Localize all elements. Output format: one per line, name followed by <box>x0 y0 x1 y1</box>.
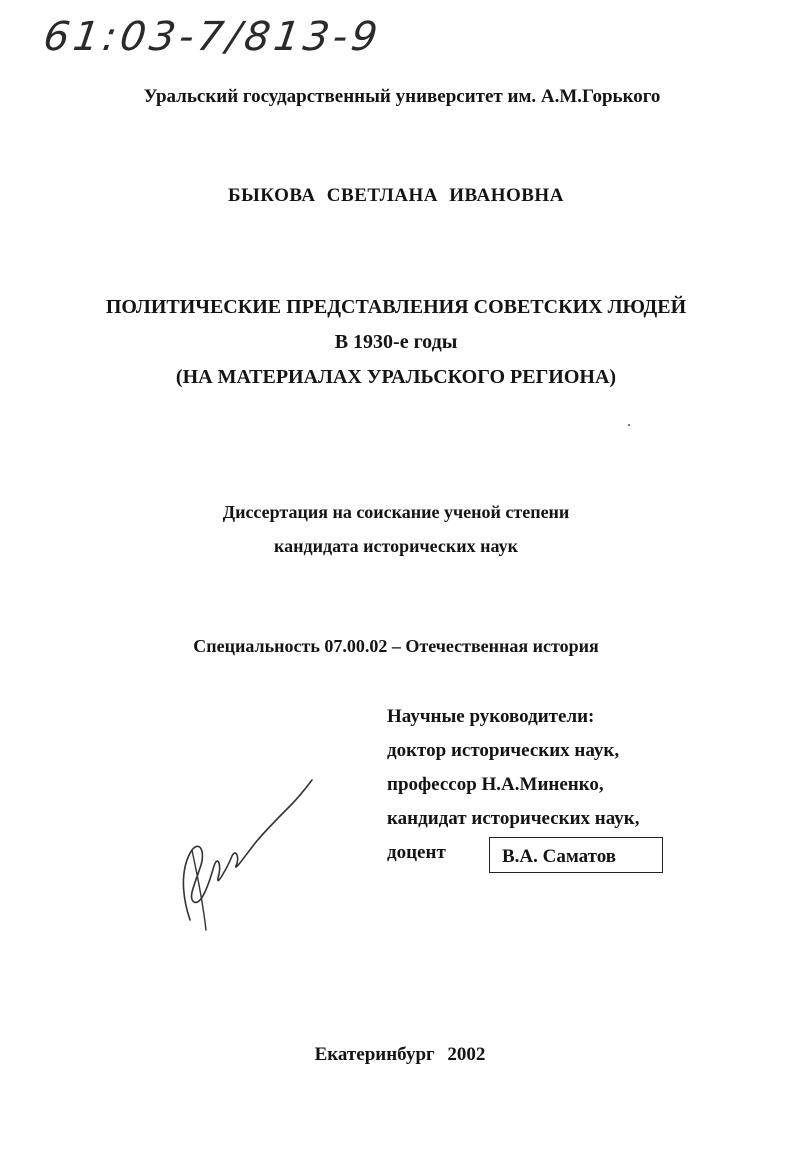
specialty: Специальность 07.00.02 – Отечественная история <box>193 636 599 656</box>
thesis-title-line-1: ПОЛИТИЧЕСКИЕ ПРЕДСТАВЛЕНИЯ СОВЕТСКИХ ЛЮДЕЙ <box>105 296 687 318</box>
supervisors-heading: Научные руководители: <box>387 706 595 727</box>
supervisor-2-name-box: В.А. Саматов <box>489 837 663 873</box>
university-name: Уральский государственный университет им. А.М.Горького <box>143 86 661 107</box>
dissertation-degree-line-1: Диссертация на соискание ученой степени <box>222 502 570 522</box>
supervisor-1-name: профессор Н.А.Миненко, <box>387 774 604 795</box>
supervisor-1-degree: доктор исторических наук, <box>387 740 620 761</box>
thesis-title-line-2: В 1930-е годы <box>334 331 458 353</box>
author-name: БЫКОВА СВЕТЛАНА ИВАНОВНА <box>228 185 564 206</box>
scan-speck <box>628 424 630 426</box>
handwritten-archive-number: 61:03-7/813-9 <box>40 14 385 60</box>
city-and-year: Екатеринбург 2002 <box>314 1044 486 1065</box>
supervisor-2-degree: кандидат исторических наук, <box>387 808 640 829</box>
supervisor-2-title: доцент <box>387 842 446 863</box>
thesis-title-line-3: (НА МАТЕРИАЛАХ УРАЛЬСКОГО РЕГИОНА) <box>175 366 617 388</box>
dissertation-degree-line-2: кандидата исторических наук <box>274 536 518 556</box>
handwritten-signature <box>170 770 320 940</box>
